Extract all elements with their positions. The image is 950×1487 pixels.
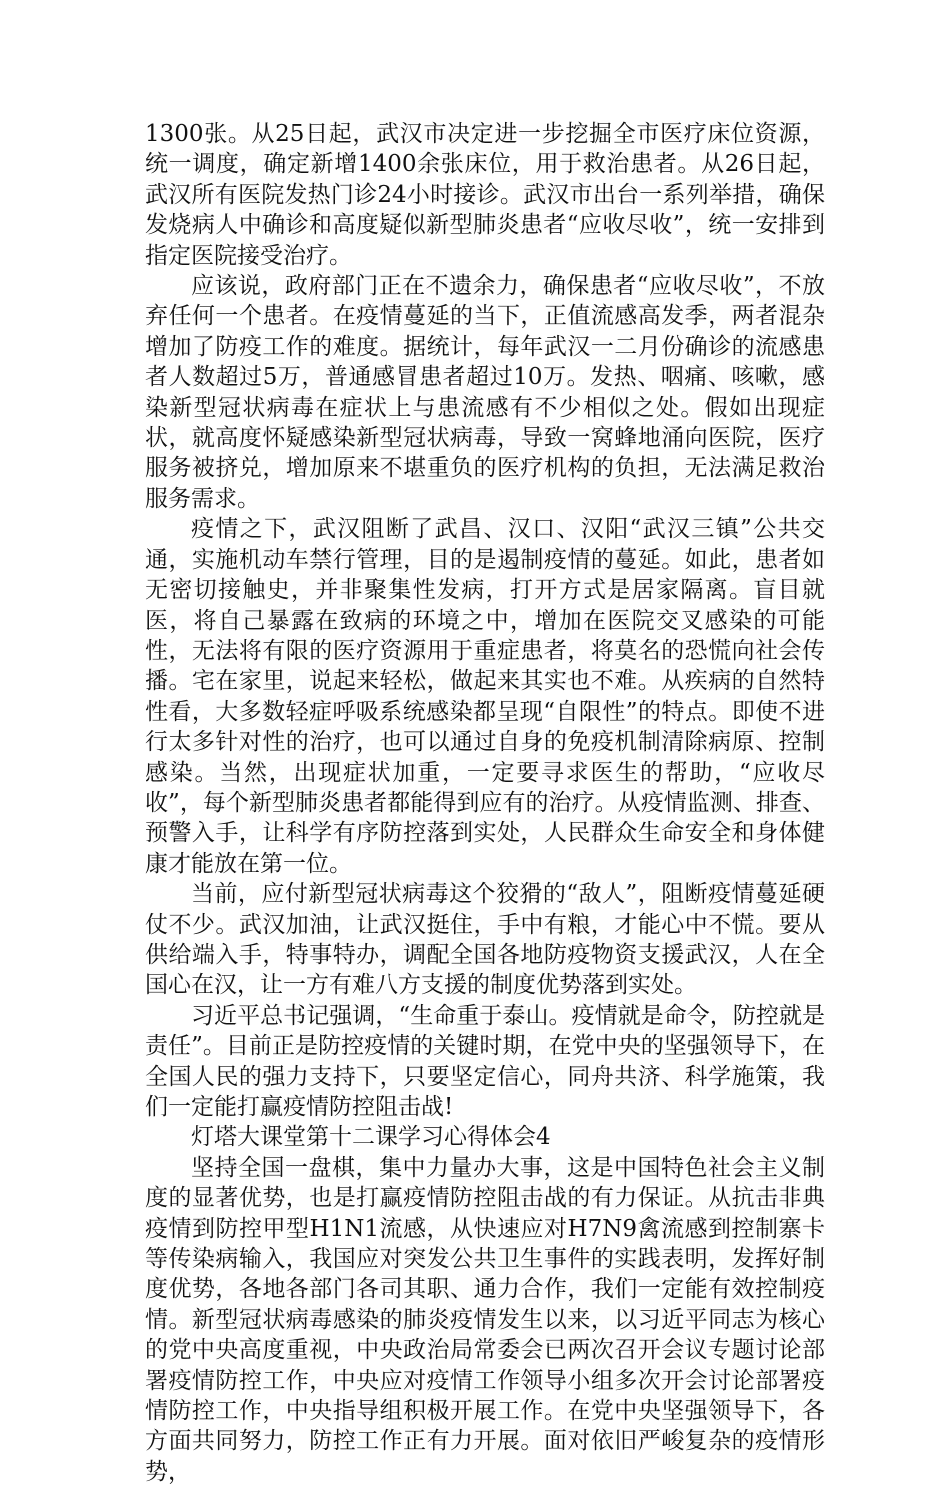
paragraph: 疫情之下，武汉阻断了武昌、汉口、汉阳“武汉三镇”公共交通，实施机动车禁行管理，目的是遏制疫情的蔓延。如此，患者如无密切接触史，并非聚集性发病，打开方式是居家隔离。盲目就医，将自己暴露在致病的环境之中，增加在医院交叉感染的可能性，无法将有限的医疗资源用于重症患者，将莫名的恐慌向社会传播。宅在家里，说起来轻松，做起来其实也不难。从疾病的自然特性看，大多数轻症呼吸系统感染都呈现“自限性”的特点。即使不进行太多针对性的治疗，也可以通过自身的免疫机制清除病原、控制感染。当然，出现症状加重，一定要寻求医生的帮助，“应收尽收”，每个新型肺炎患者都能得到应有的治疗。从疫情监测、排查、预警入手，让科学有序防控落到实处，人民群众生命安全和身体健康才能放在第一位。	[145, 516, 825, 877]
paragraph: 1300张。从25日起，武汉市决定进一步挖掘全市医疗床位资源，统一调度，确定新增1400余张床位，用于救治患者。从26日起，武汉所有医院发热门诊24小时接诊。武汉市出台一系列举措，确保发烧病人中确诊和高度疑似新型肺炎患者“应收尽收”，统一安排到指定医院接受治疗。	[145, 121, 825, 269]
document-body	[145, 119, 825, 1487]
paragraph: 习近平总书记强调，“生命重于泰山。疫情就是命令，防控就是责任”。目前正是防控疫情的关键时期，在党中央的坚强领导下，在全国人民的强力支持下，只要坚定信心，同舟共济、科学施策，我们一定能打赢疫情防控阻击战!	[145, 1002, 825, 1120]
paragraph: 应该说，政府部门正在不遗余力，确保患者“应收尽收”，不放弃任何一个患者。在疫情蔓延的当下，正值流感高发季，两者混杂增加了防疫工作的难度。据统计，每年武汉一二月份确诊的流感患者人数超过5万，普通感冒患者超过10万。发热、咽痛、咳嗽，感染新型冠状病毒在症状上与患流感有不少相似之处。假如出现症状，就高度怀疑感染新型冠状病毒，导致一窝蜂地涌向医院，医疗服务被挤兑，增加原来不堪重负的医疗机构的负担，无法满足救治服务需求。	[145, 273, 825, 512]
paragraph: 坚持全国一盘棋，集中力量办大事，这是中国特色社会主义制度的显著优势，也是打赢疫情防控阻击战的有力保证。从抗击非典疫情到防控甲型H1N1流感，从快速应对H7N9禽流感到控制寨卡等传染病输入，我国应对突发公共卫生事件的实践表明，发挥好制度优势，各地各部门各司其职、通力合作，我们一定能有效控制疫情。新型冠状病毒感染的肺炎疫情发生以来，以习近平同志为核心的党中央高度重视，中央政治局常委会已两次召开会议专题讨论部署疫情防控工作，中央应对疫情工作领导小组多次开会讨论部署疫情防控工作，中央指导组积极开展工作。在党中央坚强领导下，各方面共同努力，防控工作正有力开展。面对依旧严峻复杂的疫情形势，	[145, 1154, 825, 1485]
paragraph: 当前，应付新型冠状病毒这个狡猾的“敌人”，阻断疫情蔓延硬仗不少。武汉加油，让武汉挺住，手中有粮，才能心中不慌。要从供给端入手，特事特办，调配全国各地防疫物资支援武汉，人在全国心在汉，让一方有难八方支援的制度优势落到实处。	[145, 881, 825, 999]
section-heading: 灯塔大课堂第十二课学习心得体会4	[191, 1124, 551, 1151]
